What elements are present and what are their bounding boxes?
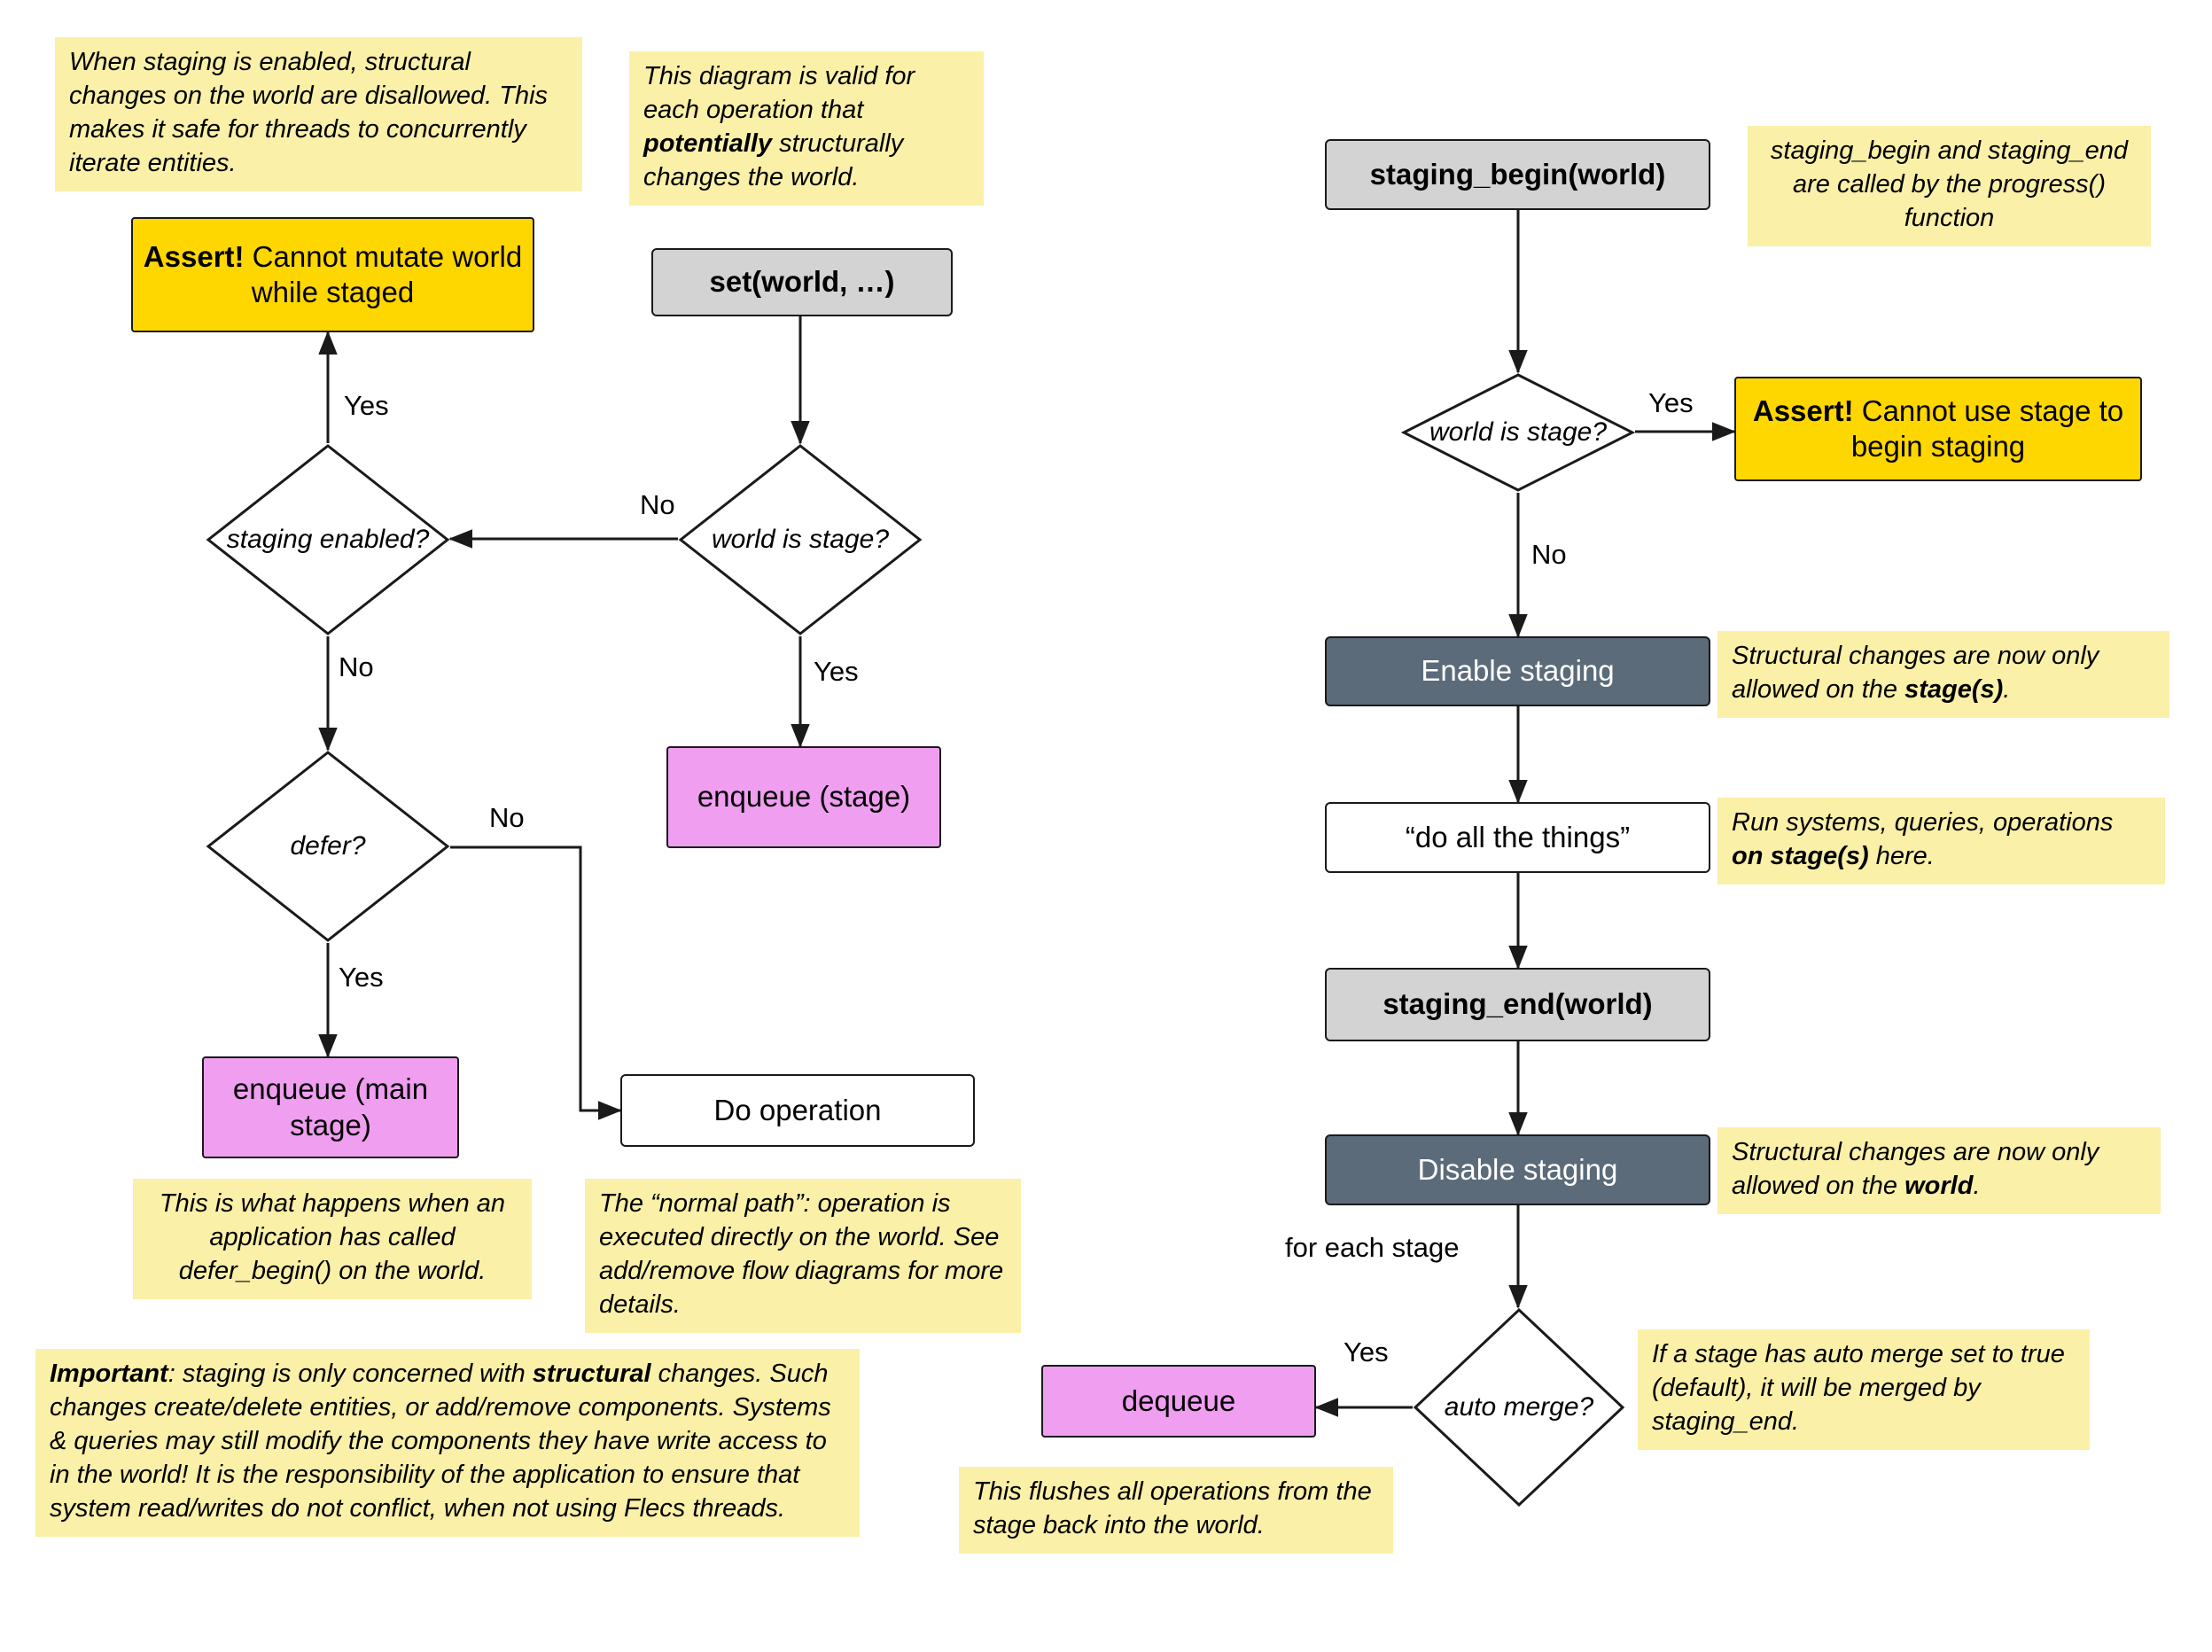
node-staging-begin	[1325, 139, 1710, 210]
decision-text: defer?	[290, 831, 366, 861]
note-auto-merge	[1638, 1329, 2090, 1450]
assert-cannot-use-stage	[1734, 377, 2142, 481]
note-bold-structural: structural	[532, 1360, 651, 1388]
note-text-a: Structural changes are now only allowed on the	[1732, 1138, 2099, 1200]
note-text-a: This diagram is valid for each operation that	[643, 62, 915, 124]
note-text-c: .	[2003, 674, 2011, 704]
node-enqueue-stage	[666, 746, 941, 848]
note-defer-begin	[133, 1179, 532, 1299]
note-text: This is what happens when an application has called defer_begin() on the world.	[159, 1189, 506, 1285]
assert-text: Cannot use stage to begin staging	[1850, 394, 2124, 463]
node-staging-end	[1325, 968, 1710, 1041]
node-label: enqueue (stage)	[697, 780, 911, 814]
note-text: staging_begin and staging_end are called by the progress() function	[1770, 136, 2129, 232]
note-text-2: changes. Such changes create/delete entities, or add/remove components. Systems & queries may still modify the components they have write access to in the world! It is the responsibility of the application to ensure that system read/writes do not conflict, when not using Flecs threads.	[50, 1360, 831, 1523]
decision-world-is-stage-left	[678, 443, 923, 636]
edge-label-no-staging-enabled: No	[339, 651, 374, 682]
decision-label	[678, 443, 923, 636]
node-label: Do operation	[713, 1093, 882, 1126]
note-text-bold: on stage(s)	[1732, 841, 1869, 870]
node-enable-staging	[1325, 636, 1710, 706]
decision-text: world is stage?	[711, 525, 890, 554]
decision-label	[1401, 372, 1635, 493]
note-text-c: .	[1973, 1171, 1981, 1200]
node-do-all-the-things	[1325, 802, 1710, 873]
decision-label	[206, 750, 450, 943]
note-diagram-valid	[629, 51, 984, 206]
decision-defer	[206, 750, 450, 943]
assert-label: Assert!	[143, 239, 245, 273]
edge-label-no-defer: No	[489, 802, 525, 833]
node-label: Disable staging	[1417, 1152, 1618, 1186]
note-staging-enabled	[55, 37, 582, 191]
note-text-bold: stage(s)	[1904, 674, 2004, 704]
note-disable-staging	[1717, 1127, 2161, 1214]
decision-staging-enabled	[206, 443, 450, 636]
node-enqueue-main-stage	[202, 1056, 459, 1158]
edge-label-yes-defer: Yes	[339, 962, 384, 993]
node-dequeue	[1041, 1365, 1316, 1438]
note-text-a: Structural changes are now only allowed on the	[1732, 642, 2099, 704]
assert-text: Cannot mutate world while staged	[244, 239, 523, 308]
note-important	[35, 1349, 860, 1537]
node-set-world	[651, 248, 953, 316]
note-text: This flushes all operations from the stage back into the world.	[973, 1477, 1372, 1539]
note-text-bold: world	[1904, 1171, 1974, 1200]
node-label: staging_begin(world)	[1369, 157, 1666, 191]
note-text: The “normal path”: operation is executed directly on the world. See add/remove flow diagrams for more details.	[599, 1189, 1004, 1319]
note-text: If a stage has auto merge set to true (default), it will be merged by staging_end.	[1652, 1340, 2065, 1436]
edge-label-yes-dequeue: Yes	[1344, 1336, 1389, 1368]
note-text-bold: potentially	[643, 129, 773, 158]
note-text: When staging is enabled, structural changes on the world are disallowed. This makes it safe for threads to concurrently iterate entities.	[69, 48, 549, 177]
node-label: dequeue	[1121, 1383, 1236, 1417]
node-label: staging_end(world)	[1382, 987, 1653, 1021]
decision-text: staging enabled?	[226, 525, 430, 554]
assert-label: Assert!	[1752, 394, 1854, 427]
decision-text: auto merge?	[1444, 1392, 1594, 1422]
node-do-operation	[620, 1074, 975, 1147]
note-text-c: here.	[1868, 841, 1935, 870]
edge-label-no-enable-staging: No	[1531, 539, 1567, 570]
edge-label-yes-assert-stage: Yes	[1648, 387, 1694, 418]
node-label: set(world, …)	[709, 265, 895, 299]
edge-label-no-world-is-stage: No	[640, 489, 675, 520]
decision-text: world is stage?	[1429, 417, 1608, 447]
note-text-c: structurally changes the world.	[643, 129, 904, 191]
edge-label-yes-world-is-stage: Yes	[814, 656, 859, 687]
edge-label-yes-assert: Yes	[344, 390, 389, 421]
decision-label	[206, 443, 450, 636]
note-run-systems	[1717, 798, 2165, 884]
note-text-1: : staging is only concerned with	[167, 1360, 533, 1388]
note-enable-staging	[1717, 631, 2169, 718]
note-flush-operations	[959, 1467, 1393, 1554]
decision-world-is-stage-right	[1401, 372, 1635, 493]
note-bold-lead: Important	[50, 1360, 168, 1388]
edge-label-for-each-stage: for each stage	[1285, 1232, 1460, 1263]
note-progress-function	[1748, 126, 2151, 246]
assert-cannot-mutate-world	[131, 217, 534, 332]
note-normal-path	[585, 1179, 1021, 1333]
decision-label	[1413, 1307, 1625, 1508]
decision-auto-merge	[1413, 1307, 1625, 1508]
node-disable-staging	[1325, 1134, 1710, 1205]
note-text-a: Run systems, queries, operations	[1732, 808, 2114, 837]
node-label: Enable staging	[1421, 654, 1615, 688]
node-label: enqueue (main stage)	[232, 1072, 429, 1142]
node-label: “do all the things”	[1405, 820, 1631, 853]
